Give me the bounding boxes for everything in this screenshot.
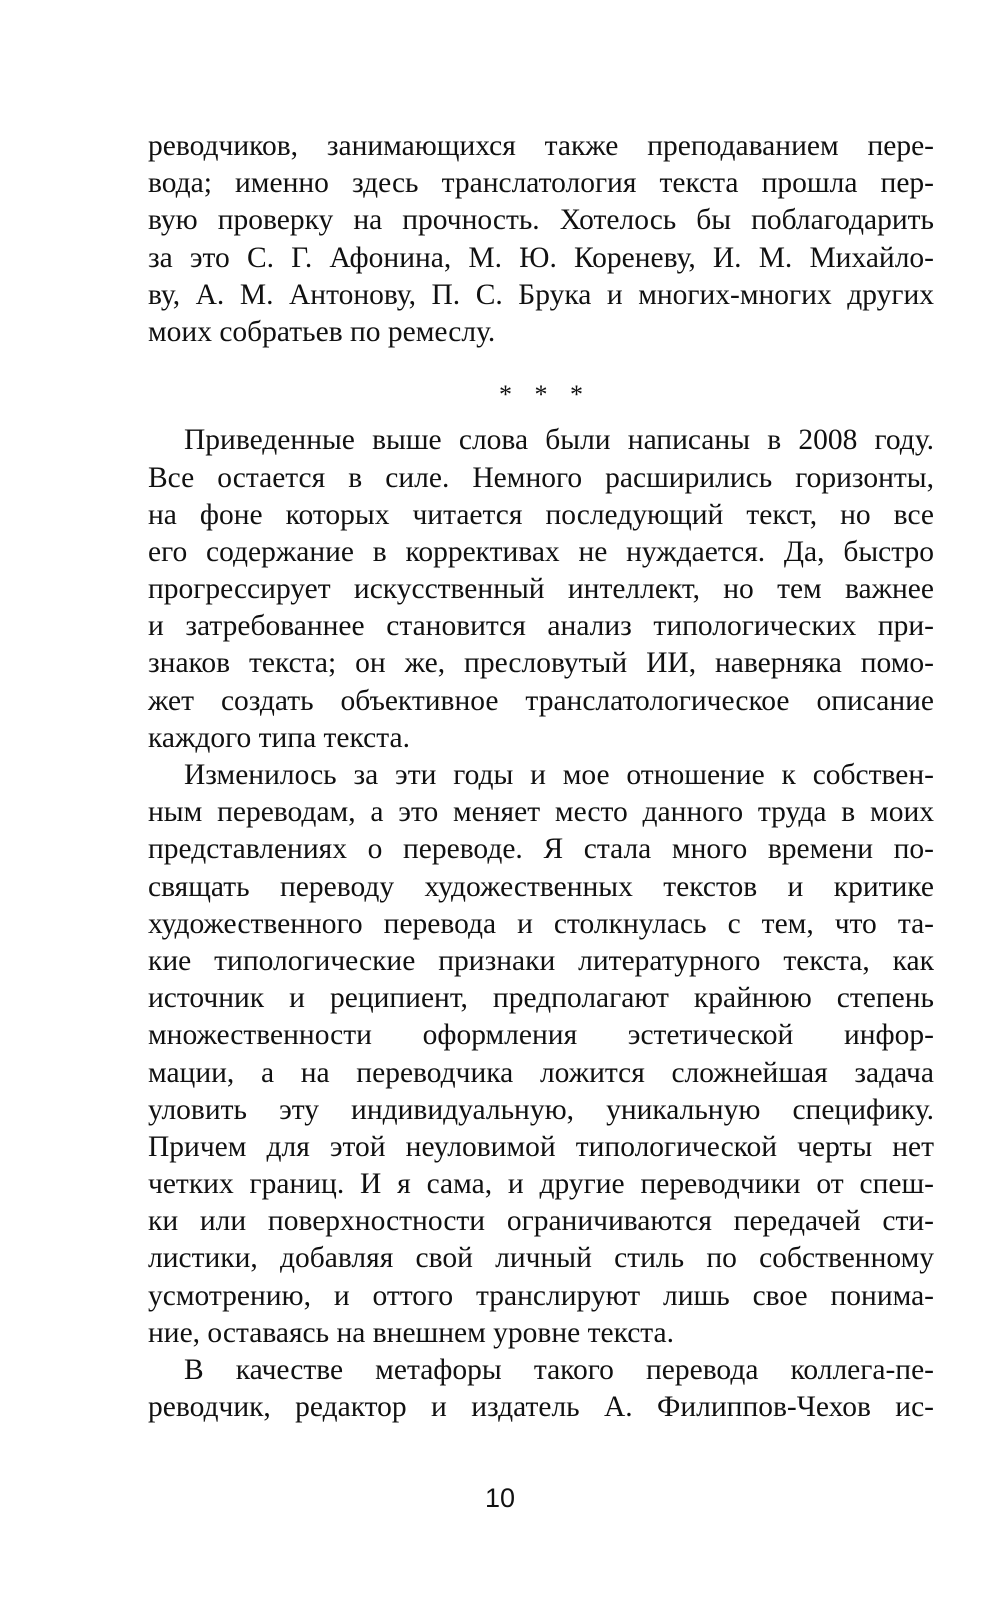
text-line: прогрессирует искусственный интеллект, но тем важнее	[148, 573, 934, 606]
text-line: источник и реципиент, предполагают крайнюю степень	[148, 982, 934, 1015]
text-line: жет создать объективное транслатологическое описание	[148, 684, 934, 717]
text-line: его содержание в коррективах не нуждается. Да, быстро	[148, 535, 934, 568]
text-line: Приведенные выше слова были написаны в 2008 году.	[184, 424, 934, 457]
text-line: каждого типа текста.	[148, 721, 410, 754]
page-body	[148, 128, 934, 1426]
page-number: 10	[484, 1483, 516, 1513]
text-line: ние, оставаясь на внешнем уровне текста.	[148, 1316, 675, 1349]
text-line: на фоне которых читается последующий текст, но все	[148, 498, 934, 531]
paragraph	[148, 1352, 934, 1426]
text-line: листики, добавляя свой личный стиль по собственному	[148, 1242, 934, 1275]
text-line: знаков текста; он же, пресловутый ИИ, наверняка помо-	[148, 647, 934, 680]
text-line: реводчик, редактор и издатель А. Филиппов-Чехов ис-	[148, 1391, 934, 1424]
text-line: художественного перевода и столкнулась с тем, что та-	[148, 907, 934, 940]
text-line: и затребованнее становится анализ типологических при-	[148, 610, 934, 643]
text-line: кие типологические признаки литературного текста, как	[148, 944, 934, 977]
text-line: ву, А. М. Антонову, П. С. Брука и многих-многих других	[148, 278, 934, 311]
paragraph	[148, 422, 934, 757]
text-line: Причем для этой неуловимой типологической черты нет	[148, 1130, 934, 1163]
paragraph	[148, 757, 934, 1352]
text-line: свящать переводу художественных текстов и критике	[148, 870, 934, 903]
text-line: вода; именно здесь транслатология текста прошла пер-	[148, 167, 934, 200]
text-line: четких границ. И я сама, и другие переводчики от спеш-	[148, 1168, 934, 1201]
text-line: уловить эту индивидуальную, уникальную специфику.	[148, 1093, 934, 1126]
text-line: ки или поверхностности ограничиваются передачей сти-	[148, 1205, 934, 1238]
text-line: за это С. Г. Афонина, М. Ю. Кореневу, И. М. Михайло-	[148, 241, 934, 274]
text-line: Изменилось за эти годы и мое отношение к собствен-	[184, 759, 934, 791]
text-line: реводчиков, занимающихся также преподаванием пере-	[148, 130, 934, 162]
section-separator: * * *	[499, 380, 591, 410]
text-line: усмотрению, и оттого транслируют лишь свое понима-	[148, 1279, 934, 1312]
text-line: Все остается в силе. Немного расширились горизонты,	[148, 461, 934, 494]
text-line: В качестве метафоры такого перевода коллега-пе-	[184, 1354, 934, 1386]
text-line: мации, а на переводчика ложится сложнейшая задача	[148, 1056, 934, 1089]
text-line: ным переводам, а это меняет место данного труда в моих	[148, 796, 934, 829]
paragraph-continuation	[148, 128, 934, 351]
text-line: множественности оформления эстетической инфор-	[148, 1019, 934, 1052]
text-line: моих собратьев по ремеслу.	[148, 315, 496, 348]
text-line: вую проверку на прочность. Хотелось бы поблагодарить	[148, 204, 934, 237]
text-line: представлениях о переводе. Я стала много времени по-	[148, 833, 934, 866]
